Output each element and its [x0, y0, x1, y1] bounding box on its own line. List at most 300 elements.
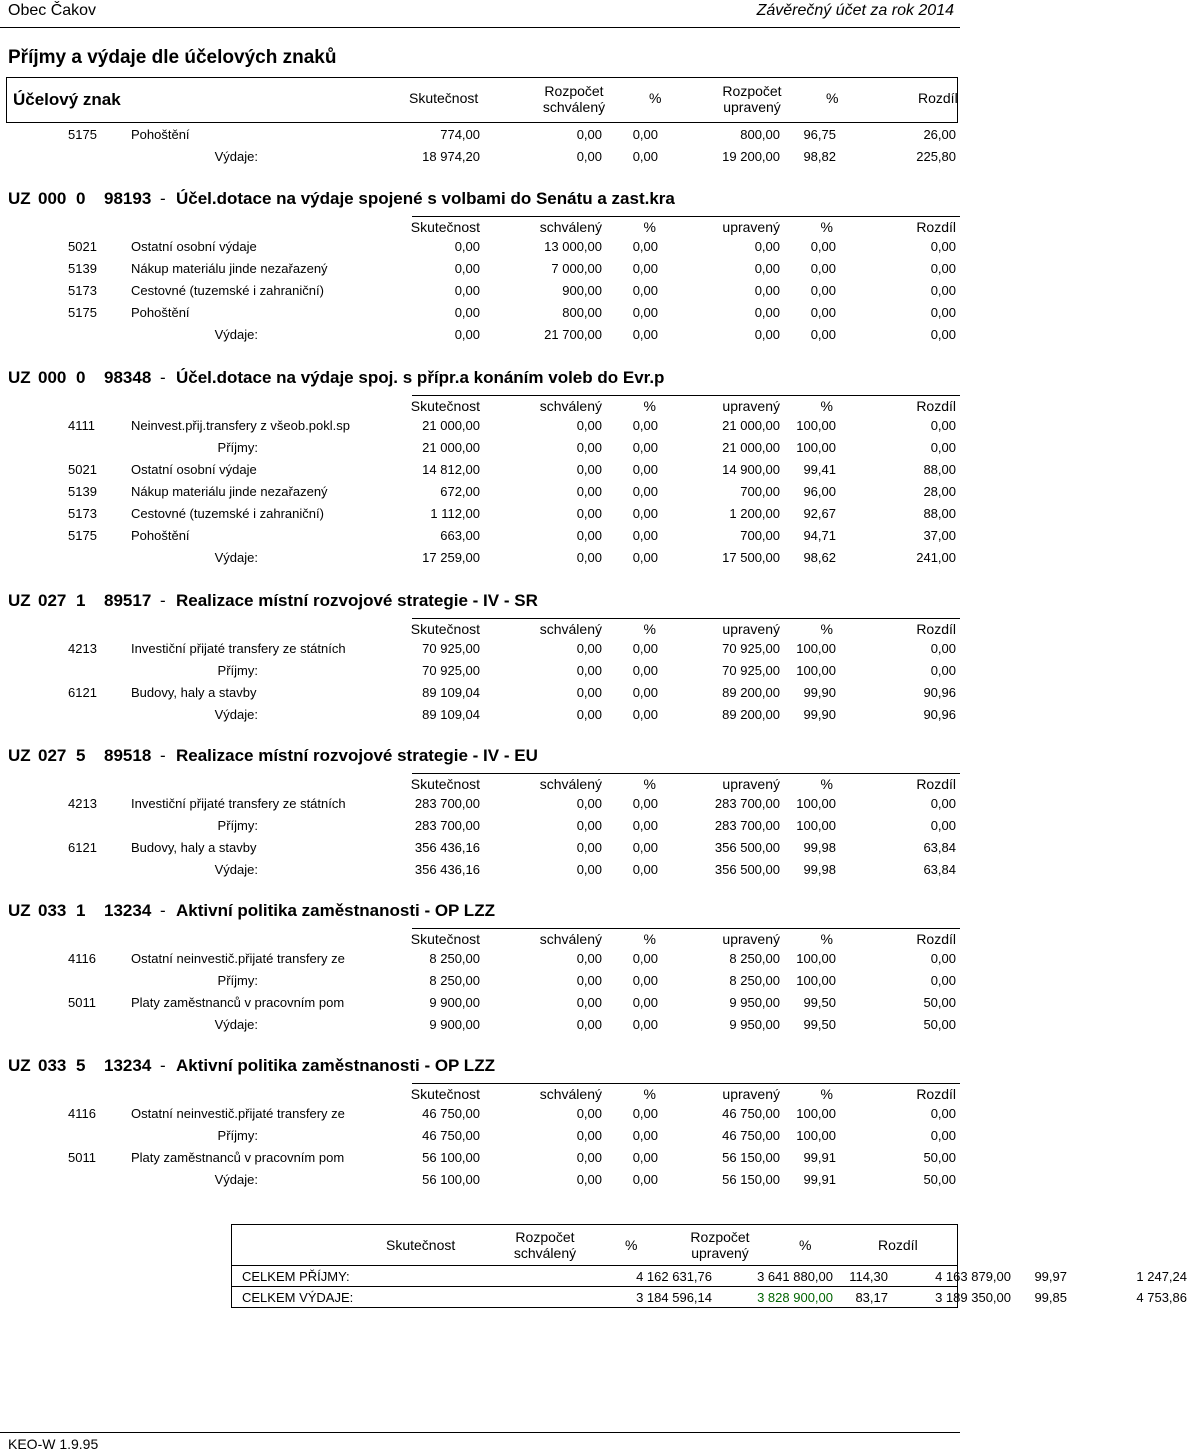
col-upraveny: upravený [722, 776, 780, 792]
col-pct1: % [643, 776, 656, 792]
section-title: Aktivní politika zaměstnanosti - OP LZZ [176, 901, 495, 920]
cell-pct1: 0,00 [632, 149, 658, 164]
footer-divider [0, 1432, 960, 1433]
cell-skutecnost: 0,00 [454, 327, 480, 342]
table-row [0, 124, 960, 146]
cell-rozdil: 0,00 [930, 283, 956, 298]
totals-header-rozpocet-upraveny: Rozpočet upravený [690, 1229, 750, 1261]
col-pct2: % [820, 931, 833, 947]
cell-pct1: 0,00 [632, 462, 658, 477]
cell-pct1: 0,00 [632, 550, 658, 565]
section-header [0, 1055, 960, 1077]
row-name: Nákup materiálu jinde nezařazený [131, 484, 328, 499]
cell-rozdil: 0,00 [930, 239, 956, 254]
table-row [0, 280, 960, 302]
section-title: Aktivní politika zaměstnanosti - OP LZZ [176, 1056, 495, 1075]
cell-pct2: 0,00 [810, 305, 836, 320]
col-pct2: % [820, 398, 833, 414]
row-code: 6121 [68, 685, 97, 700]
row-code: 5175 [68, 127, 97, 142]
total-vydaje-pct2: 99,85 [1034, 1290, 1067, 1305]
section-znak: 000 [38, 189, 67, 208]
cell-schvaleny: 7 000,00 [551, 261, 602, 276]
row-name: Budovy, haly a stavby [131, 685, 257, 700]
cell-upraveny: 56 150,00 [722, 1150, 780, 1165]
cell-skutecnost: 356 436,16 [414, 862, 480, 877]
cell-pct1: 0,00 [632, 663, 658, 678]
cell-pct1: 0,00 [632, 951, 658, 966]
col-rozdil: Rozdíl [916, 621, 956, 637]
section-column-header [0, 1083, 960, 1105]
cell-pct1: 0,00 [632, 840, 658, 855]
cell-pct2: 100,00 [796, 663, 836, 678]
cell-pct1: 0,00 [632, 707, 658, 722]
col-rozdil: Rozdíl [916, 398, 956, 414]
total-vydaje-upraveny: 3 189 350,00 [935, 1290, 1011, 1305]
col-skutecnost: Skutečnost [410, 1086, 480, 1102]
col-upraveny: upravený [722, 1086, 780, 1102]
cell-schvaleny: 0,00 [576, 951, 602, 966]
cell-schvaleny: 0,00 [576, 685, 602, 700]
section-ucel: 98193 [104, 189, 152, 208]
row-code: 6121 [68, 840, 97, 855]
cell-rozdil: 225,80 [916, 149, 956, 164]
cell-schvaleny: 0,00 [576, 1017, 602, 1032]
section-dash: - [160, 746, 166, 765]
prijmy-label: Příjmy: [217, 818, 258, 833]
cell-rozdil: 241,00 [916, 550, 956, 565]
cell-schvaleny: 0,00 [576, 707, 602, 722]
cell-pct1: 0,00 [632, 1150, 658, 1165]
column-header-rule [412, 1083, 960, 1084]
cell-pct1: 0,00 [632, 506, 658, 521]
cell-upraveny: 70 925,00 [722, 641, 780, 656]
col-schvaleny: schválený [539, 219, 602, 235]
row-name: Pohoštění [131, 528, 190, 543]
total-prijmy-skutecnost: 4 162 631,76 [636, 1269, 712, 1284]
cell-schvaleny: 0,00 [576, 440, 602, 455]
cell-upraveny: 46 750,00 [722, 1128, 780, 1143]
table-row [0, 481, 960, 503]
cell-pct1: 0,00 [632, 440, 658, 455]
cell-pct2: 99,50 [803, 1017, 836, 1032]
col-rozdil: Rozdíl [916, 1086, 956, 1102]
cell-rozdil: 37,00 [923, 528, 956, 543]
table-row [0, 638, 960, 660]
header-rozpocet-schvaleny: Rozpočet schválený [542, 83, 606, 115]
cell-schvaleny: 0,00 [576, 1172, 602, 1187]
cell-skutecnost: 663,00 [440, 528, 480, 543]
cell-upraveny: 356 500,00 [714, 840, 780, 855]
cell-pct2: 100,00 [796, 973, 836, 988]
cell-rozdil: 0,00 [930, 305, 956, 320]
cell-pct2: 98,82 [803, 149, 836, 164]
cell-pct2: 96,75 [803, 127, 836, 142]
cell-pct2: 0,00 [810, 261, 836, 276]
total-prijmy-pct1: 114,30 [849, 1269, 888, 1284]
row-code: 5175 [68, 528, 97, 543]
section-ucel: 89518 [104, 746, 152, 765]
column-header-rule [412, 618, 960, 619]
cell-skutecnost: 1 112,00 [430, 506, 480, 521]
cell-upraveny: 283 700,00 [714, 818, 780, 833]
cell-schvaleny: 0,00 [576, 973, 602, 988]
section-column-header [0, 928, 960, 950]
section-znak: 033 [38, 1056, 67, 1075]
cell-skutecnost: 0,00 [454, 261, 480, 276]
col-schvaleny: schválený [539, 931, 602, 947]
subtotal-row-prijmy [0, 1125, 960, 1147]
footer-version: KEO-W 1.9.95 [8, 1436, 99, 1452]
cell-pct1: 0,00 [632, 862, 658, 877]
table-row [0, 525, 960, 547]
cell-pct1: 0,00 [632, 305, 658, 320]
section-znak: 000 [38, 368, 67, 387]
cell-schvaleny: 0,00 [576, 796, 602, 811]
col-pct1: % [643, 398, 656, 414]
col-skutecnost: Skutečnost [410, 398, 480, 414]
section-znak: 033 [38, 901, 67, 920]
table-row [0, 302, 960, 324]
cell-pct1: 0,00 [632, 1128, 658, 1143]
totals-header-skutecnost: Skutečnost [386, 1237, 456, 1253]
table-row [0, 459, 960, 481]
cell-upraveny: 356 500,00 [714, 862, 780, 877]
subtotal-row-vydaje [0, 146, 960, 168]
table-header [6, 77, 958, 123]
cell-upraveny: 0,00 [754, 327, 780, 342]
vydaje-label: Výdaje: [214, 149, 258, 164]
section-pol: 1 [76, 591, 86, 610]
cell-pct2: 0,00 [810, 239, 836, 254]
municipality-name: Obec Čakov [8, 2, 97, 19]
subtotal-row-prijmy [0, 660, 960, 682]
col-upraveny: upravený [722, 398, 780, 414]
col-upraveny: upravený [722, 219, 780, 235]
col-pct2: % [820, 1086, 833, 1102]
cell-skutecnost: 672,00 [440, 484, 480, 499]
row-name: Pohoštění [131, 305, 190, 320]
col-schvaleny: schválený [539, 1086, 602, 1102]
cell-rozdil: 0,00 [930, 440, 956, 455]
cell-pct2: 99,41 [803, 462, 836, 477]
cell-rozdil: 90,96 [923, 707, 956, 722]
prijmy-label: Příjmy: [217, 440, 258, 455]
col-schvaleny: schválený [539, 398, 602, 414]
cell-schvaleny: 0,00 [576, 418, 602, 433]
cell-skutecnost: 56 100,00 [422, 1172, 480, 1187]
cell-upraveny: 0,00 [754, 283, 780, 298]
cell-rozdil: 63,84 [923, 840, 956, 855]
table-row [0, 1103, 960, 1125]
section-znak: 027 [38, 591, 67, 610]
col-pct1: % [643, 931, 656, 947]
row-code: 4213 [68, 796, 97, 811]
cell-skutecnost: 21 000,00 [422, 418, 480, 433]
section-column-header [0, 216, 960, 238]
section-uz: UZ [8, 746, 31, 765]
subtotal-row-vydaje [0, 324, 960, 346]
cell-pct2: 0,00 [810, 283, 836, 298]
cell-pct1: 0,00 [632, 127, 658, 142]
cell-pct2: 0,00 [810, 327, 836, 342]
col-rozdil: Rozdíl [916, 931, 956, 947]
cell-rozdil: 0,00 [930, 327, 956, 342]
cell-pct1: 0,00 [632, 327, 658, 342]
cell-skutecnost: 0,00 [454, 305, 480, 320]
header-pct-1: % [649, 90, 662, 106]
header-divider [0, 27, 960, 28]
cell-schvaleny: 0,00 [576, 149, 602, 164]
col-skutecnost: Skutečnost [410, 219, 480, 235]
subtotal-row-vydaje [0, 1014, 960, 1036]
section-ucel: 13234 [104, 1056, 152, 1075]
section-znak: 027 [38, 746, 67, 765]
cell-rozdil: 0,00 [930, 261, 956, 276]
cell-skutecnost: 283 700,00 [414, 796, 480, 811]
row-name: Pohoštění [131, 127, 190, 142]
cell-pct2: 98,62 [803, 550, 836, 565]
cell-upraveny: 700,00 [740, 484, 780, 499]
subtotal-row-vydaje [0, 859, 960, 881]
cell-pct2: 99,91 [803, 1150, 836, 1165]
section-header [0, 590, 960, 612]
subtotal-row-vydaje [0, 704, 960, 726]
cell-skutecnost: 17 259,00 [422, 550, 480, 565]
section-column-header [0, 618, 960, 640]
table-row [0, 793, 960, 815]
cell-upraveny: 14 900,00 [722, 462, 780, 477]
cell-schvaleny: 800,00 [562, 305, 602, 320]
cell-skutecnost: 774,00 [440, 127, 480, 142]
row-code: 5139 [68, 484, 97, 499]
table-row [0, 415, 960, 437]
cell-rozdil: 0,00 [930, 641, 956, 656]
cell-pct1: 0,00 [632, 973, 658, 988]
cell-schvaleny: 0,00 [576, 550, 602, 565]
subtotal-row-vydaje [0, 547, 960, 569]
section-title: Účel.dotace na výdaje spojené s volbami do Senátu a zast.kra [176, 189, 675, 208]
header-rozdil: Rozdíl [918, 90, 958, 106]
cell-upraveny: 70 925,00 [722, 663, 780, 678]
cell-schvaleny: 0,00 [576, 1106, 602, 1121]
cell-upraveny: 0,00 [754, 239, 780, 254]
cell-rozdil: 50,00 [923, 1017, 956, 1032]
cell-pct1: 0,00 [632, 818, 658, 833]
vydaje-label: Výdaje: [214, 707, 258, 722]
cell-schvaleny: 0,00 [576, 528, 602, 543]
total-row-vydaje [232, 1286, 1187, 1307]
table-row [0, 682, 960, 704]
col-skutecnost: Skutečnost [410, 776, 480, 792]
cell-pct2: 100,00 [796, 796, 836, 811]
row-name: Cestovné (tuzemské i zahraniční) [131, 506, 324, 521]
row-name: Ostatní osobní výdaje [131, 239, 257, 254]
row-name: Platy zaměstnanců v pracovním pom [131, 995, 345, 1010]
table-row [0, 503, 960, 525]
section-column-header [0, 773, 960, 795]
cell-rozdil: 0,00 [930, 1106, 956, 1121]
row-code: 5011 [68, 1150, 96, 1165]
cell-pct2: 99,90 [803, 707, 836, 722]
cell-upraveny: 21 000,00 [722, 418, 780, 433]
section-header [0, 188, 960, 210]
cell-rozdil: 50,00 [923, 1172, 956, 1187]
total-prijmy-pct2: 99,97 [1034, 1269, 1067, 1284]
row-code: 4213 [68, 641, 97, 656]
section-header [0, 745, 960, 767]
cell-upraveny: 9 950,00 [729, 995, 780, 1010]
section-pol: 5 [76, 1056, 86, 1075]
cell-upraveny: 283 700,00 [714, 796, 780, 811]
header-pct-2: % [826, 90, 839, 106]
cell-rozdil: 88,00 [923, 506, 956, 521]
cell-skutecnost: 283 700,00 [414, 818, 480, 833]
cell-rozdil: 0,00 [930, 818, 956, 833]
row-name: Investiční přijaté transfery ze státních [131, 641, 346, 656]
totals-table [231, 1224, 1187, 1308]
row-code: 4111 [68, 418, 95, 433]
row-code: 5139 [68, 261, 97, 276]
section-title: Realizace místní rozvojové strategie - IV - EU [176, 746, 538, 765]
col-pct1: % [643, 1086, 656, 1102]
cell-pct2: 99,50 [803, 995, 836, 1010]
col-pct1: % [643, 219, 656, 235]
cell-skutecnost: 21 000,00 [422, 440, 480, 455]
totals-header-rozpocet-schvaleny: Rozpočet schválený [513, 1229, 577, 1261]
cell-schvaleny: 0,00 [576, 1128, 602, 1143]
cell-skutecnost: 9 900,00 [429, 1017, 480, 1032]
table-row [0, 236, 960, 258]
row-name: Platy zaměstnanců v pracovním pom [131, 1150, 345, 1165]
row-name: Ostatní neinvestič.přijaté transfery ze [131, 951, 345, 966]
page-title: Příjmy a výdaje dle účelových znaků [8, 47, 337, 68]
cell-schvaleny: 0,00 [576, 1150, 602, 1165]
cell-upraveny: 21 000,00 [722, 440, 780, 455]
cell-pct1: 0,00 [632, 1017, 658, 1032]
cell-rozdil: 28,00 [923, 484, 956, 499]
cell-rozdil: 90,96 [923, 685, 956, 700]
cell-rozdil: 0,00 [930, 796, 956, 811]
cell-upraveny: 8 250,00 [729, 951, 780, 966]
vydaje-label: Výdaje: [214, 327, 258, 342]
section-ucel: 89517 [104, 591, 152, 610]
cell-pct2: 100,00 [796, 641, 836, 656]
row-name: Budovy, haly a stavby [131, 840, 257, 855]
subtotal-row-prijmy [0, 815, 960, 837]
cell-upraveny: 46 750,00 [722, 1106, 780, 1121]
col-pct2: % [820, 219, 833, 235]
section-dash: - [160, 591, 166, 610]
cell-skutecnost: 56 100,00 [422, 1150, 480, 1165]
col-skutecnost: Skutečnost [410, 931, 480, 947]
cell-skutecnost: 0,00 [454, 283, 480, 298]
section-pol: 0 [76, 368, 86, 387]
cell-skutecnost: 0,00 [454, 239, 480, 254]
cell-schvaleny: 0,00 [576, 506, 602, 521]
cell-pct2: 100,00 [796, 1128, 836, 1143]
total-prijmy-schvaleny: 3 641 880,00 [757, 1269, 833, 1284]
cell-upraveny: 89 200,00 [722, 707, 780, 722]
vydaje-label: Výdaje: [214, 1017, 258, 1032]
section-dash: - [160, 368, 166, 387]
cell-schvaleny: 0,00 [576, 484, 602, 499]
vydaje-label: Výdaje: [214, 550, 258, 565]
column-header-rule [412, 928, 960, 929]
cell-pct2: 99,91 [803, 1172, 836, 1187]
cell-rozdil: 26,00 [923, 127, 956, 142]
cell-skutecnost: 8 250,00 [429, 973, 480, 988]
cell-pct2: 92,67 [803, 506, 836, 521]
row-name: Cestovné (tuzemské i zahraniční) [131, 283, 324, 298]
table-row [0, 837, 960, 859]
cell-rozdil: 0,00 [930, 418, 956, 433]
cell-skutecnost: 89 109,04 [422, 707, 480, 722]
cell-skutecnost: 356 436,16 [414, 840, 480, 855]
cell-pct1: 0,00 [632, 641, 658, 656]
column-header-rule [412, 395, 960, 396]
cell-schvaleny: 0,00 [576, 663, 602, 678]
cell-rozdil: 0,00 [930, 973, 956, 988]
header-rozpocet-upraveny: Rozpočet upravený [722, 83, 782, 115]
header-ucelovy-znak: Účelový znak [13, 90, 121, 109]
cell-schvaleny: 0,00 [576, 462, 602, 477]
table-row [0, 258, 960, 280]
section-uz: UZ [8, 591, 31, 610]
subtotal-row-vydaje [0, 1169, 960, 1191]
section-dash: - [160, 1056, 166, 1075]
prijmy-label: Příjmy: [217, 1128, 258, 1143]
cell-pct1: 0,00 [632, 261, 658, 276]
section-title: Účel.dotace na výdaje spoj. s přípr.a konáním voleb do Evr.p [176, 368, 665, 387]
cell-schvaleny: 13 000,00 [544, 239, 602, 254]
table-row [0, 992, 960, 1014]
cell-rozdil: 88,00 [923, 462, 956, 477]
section-pol: 1 [76, 901, 86, 920]
row-code: 5173 [68, 506, 97, 521]
cell-pct1: 0,00 [632, 685, 658, 700]
cell-skutecnost: 8 250,00 [429, 951, 480, 966]
cell-pct1: 0,00 [632, 1106, 658, 1121]
col-rozdil: Rozdíl [916, 776, 956, 792]
row-code: 5175 [68, 305, 97, 320]
cell-upraveny: 56 150,00 [722, 1172, 780, 1187]
cell-pct1: 0,00 [632, 418, 658, 433]
vydaje-label: Výdaje: [214, 1172, 258, 1187]
section-dash: - [160, 901, 166, 920]
section-uz: UZ [8, 901, 31, 920]
section-pol: 5 [76, 746, 86, 765]
cell-skutecnost: 9 900,00 [429, 995, 480, 1010]
cell-pct1: 0,00 [632, 1172, 658, 1187]
col-rozdil: Rozdíl [916, 219, 956, 235]
cell-pct2: 96,00 [803, 484, 836, 499]
total-prijmy-label: CELKEM PŘÍJMY: [242, 1269, 350, 1284]
section-ucel: 13234 [104, 901, 152, 920]
cell-pct2: 99,98 [803, 862, 836, 877]
cell-upraveny: 700,00 [740, 528, 780, 543]
cell-pct1: 0,00 [632, 995, 658, 1010]
col-skutecnost: Skutečnost [410, 621, 480, 637]
row-name: Investiční přijaté transfery ze státních [131, 796, 346, 811]
cell-schvaleny: 0,00 [576, 818, 602, 833]
section-dash: - [160, 189, 166, 208]
cell-pct2: 94,71 [803, 528, 836, 543]
subtotal-row-prijmy [0, 970, 960, 992]
cell-pct2: 100,00 [796, 418, 836, 433]
cell-rozdil: 0,00 [930, 951, 956, 966]
col-pct2: % [820, 621, 833, 637]
